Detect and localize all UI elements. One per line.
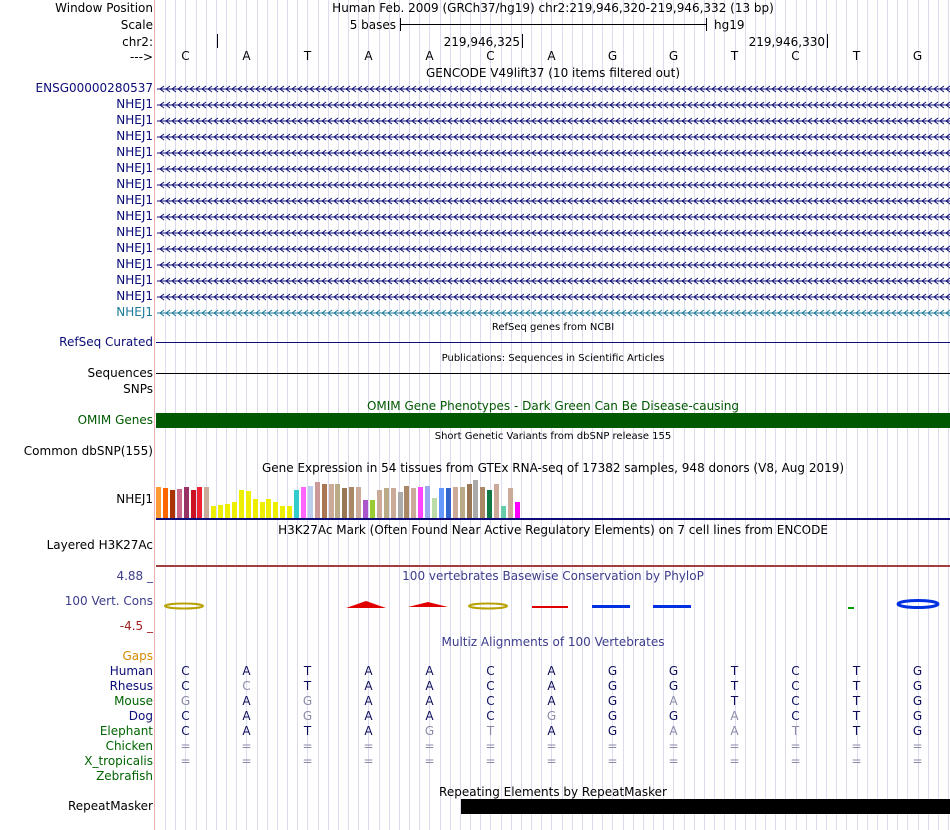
gtex-title: Gene Expression in 54 tissues from GTEx RNA-seq of 17382 samples, 948 donors (V8, Aug 2019) <box>261 461 845 475</box>
species-label-chicken[interactable]: Chicken <box>105 739 153 753</box>
gtex-tissue-bar[interactable] <box>439 488 444 518</box>
gencode-transcript[interactable] <box>157 99 950 109</box>
logo-letter-a-1 <box>346 601 386 608</box>
alignment-base: C <box>791 709 800 723</box>
alignment-base: G <box>912 724 923 738</box>
alignment-base: A <box>425 664 434 678</box>
alignment-base: T <box>303 664 312 678</box>
position-tick <box>217 34 218 48</box>
conservation-ymin: -4.5 _ <box>119 619 153 633</box>
gencode-transcript[interactable] <box>157 307 950 317</box>
gencode-item-label[interactable]: NHEJ1 <box>116 145 153 159</box>
logo-letter-t <box>848 607 854 609</box>
alignment-base: A <box>547 724 556 738</box>
species-label-x_tropicalis[interactable]: X_tropicalis <box>84 754 153 768</box>
gtex-label[interactable]: NHEJ1 <box>116 492 153 506</box>
gtex-tissue-bar[interactable] <box>446 488 451 518</box>
base-11: C <box>791 49 800 63</box>
gencode-title: GENCODE V49lift37 (10 items filtered out) <box>425 66 680 80</box>
alignment-base: = <box>363 739 374 753</box>
alignment-base: C <box>486 679 495 693</box>
alignment-base: G <box>607 709 618 723</box>
omim-label[interactable]: OMIM Genes <box>77 413 153 427</box>
alignment-base: A <box>730 724 739 738</box>
gtex-tissue-bar[interactable] <box>411 488 416 518</box>
conservation-logo[interactable] <box>156 592 950 616</box>
publications-line[interactable] <box>156 373 950 374</box>
gtex-tissue-bar[interactable] <box>335 484 340 518</box>
gtex-tissue-bar[interactable] <box>239 490 244 518</box>
gencode-item-label[interactable]: NHEJ1 <box>116 273 153 287</box>
h3k27ac-baseline <box>156 565 950 567</box>
gencode-transcript[interactable] <box>157 195 950 205</box>
gencode-transcript[interactable] <box>157 163 950 173</box>
assembly-label: hg19 <box>714 18 745 32</box>
alignment-base: T <box>730 679 739 693</box>
gtex-tissue-bar[interactable] <box>370 500 375 518</box>
alignment-base: G <box>607 724 618 738</box>
alignment-base: = <box>546 754 557 768</box>
alignment-base: T <box>852 694 861 708</box>
gtex-tissue-bar[interactable] <box>494 484 499 518</box>
gtex-tissue-bar[interactable] <box>404 486 409 518</box>
window-position-label[interactable]: Window Position <box>55 1 153 15</box>
alignment-base: = <box>241 754 252 768</box>
alignment-base: = <box>485 739 496 753</box>
scale-bar <box>400 24 706 25</box>
alignment-base: T <box>486 724 495 738</box>
gencode-transcript[interactable] <box>157 211 950 221</box>
species-label-mouse[interactable]: Mouse <box>114 694 153 708</box>
gtex-tissue-bar[interactable] <box>377 490 382 518</box>
alignment-base: = <box>607 739 618 753</box>
base-8: G <box>607 49 618 63</box>
scale-value: 5 bases <box>349 18 396 32</box>
refseq-line[interactable] <box>156 342 950 343</box>
alignment-base: G <box>546 709 557 723</box>
gtex-tissue-bar[interactable] <box>363 500 368 518</box>
alignment-base: A <box>242 694 251 708</box>
scale-bar-left-tick <box>400 18 401 31</box>
alignment-base: G <box>912 694 923 708</box>
base-1: C <box>181 49 190 63</box>
gtex-tissue-bar[interactable] <box>342 488 347 518</box>
alignment-base: = <box>180 739 191 753</box>
base-10: T <box>730 49 739 63</box>
logo-letter-g-2 <box>653 605 691 608</box>
alignment-base: G <box>607 694 618 708</box>
alignment-base: A <box>364 679 373 693</box>
alignment-base: C <box>181 664 190 678</box>
alignment-base: G <box>302 694 313 708</box>
alignment-base: A <box>730 709 739 723</box>
gtex-tissue-bar[interactable] <box>384 488 389 518</box>
omim-bar[interactable] <box>156 413 950 428</box>
base-7: A <box>547 49 556 63</box>
alignment-base: T <box>852 709 861 723</box>
alignment-base: = <box>668 739 679 753</box>
logo-letter-g-3 <box>898 601 938 608</box>
gtex-tissue-bar[interactable] <box>163 488 168 518</box>
alignment-base: T <box>791 724 800 738</box>
gtex-tissue-bar[interactable] <box>294 490 299 518</box>
gencode-transcript[interactable] <box>157 131 950 141</box>
species-label-dog[interactable]: Dog <box>128 709 153 723</box>
strand-label[interactable]: ---> <box>129 50 153 64</box>
alignment-base: G <box>302 709 313 723</box>
alignment-base: A <box>425 709 434 723</box>
base-2: A <box>242 49 251 63</box>
gtex-tissue-bar[interactable] <box>501 506 506 518</box>
repeatmasker-label[interactable]: RepeatMasker <box>67 799 153 813</box>
gencode-item-label[interactable]: NHEJ1 <box>116 241 153 255</box>
alignment-base: = <box>302 739 313 753</box>
gtex-tissue-bar[interactable] <box>432 498 437 518</box>
gencode-item-label[interactable]: NHEJ1 <box>116 113 153 127</box>
gtex-tissue-bar[interactable] <box>315 482 320 518</box>
alignment-base: C <box>486 709 495 723</box>
alignment-base: = <box>424 739 435 753</box>
alignment-base: = <box>485 754 496 768</box>
alignment-base: C <box>181 724 190 738</box>
gtex-tissue-bar[interactable] <box>418 487 423 518</box>
alignment-base: A <box>364 694 373 708</box>
h3k27ac-title: H3K27Ac Mark (Often Found Near Active Regulatory Elements) on 7 cell lines from ENCODE <box>278 523 828 537</box>
gencode-item-label[interactable]: NHEJ1 <box>116 209 153 223</box>
alignment-base: = <box>729 739 740 753</box>
gtex-tissue-bar[interactable] <box>170 490 175 518</box>
gtex-tissue-bar[interactable] <box>225 504 230 518</box>
gencode-transcript[interactable] <box>157 179 950 189</box>
alignment-base: = <box>912 739 923 753</box>
conservation-label[interactable]: 100 Vert. Cons <box>64 594 153 608</box>
gtex-tissue-bar[interactable] <box>211 506 216 518</box>
alignment-base: = <box>668 754 679 768</box>
scale-bar-right-tick <box>706 18 707 31</box>
alignment-base: A <box>364 709 373 723</box>
alignment-base: = <box>180 754 191 768</box>
alignment-base: = <box>363 754 374 768</box>
position-label-1: 219,946,325 <box>443 35 520 49</box>
gtex-tissue-bar[interactable] <box>515 502 520 518</box>
alignment-base: A <box>425 679 434 693</box>
alignment-base: A <box>669 694 678 708</box>
sequences-label[interactable]: Sequences <box>87 366 153 380</box>
logo-letter-c-2 <box>469 604 507 609</box>
gencode-item-label[interactable]: NHEJ1 <box>116 193 153 207</box>
label-separator <box>154 0 155 830</box>
refseq-title: RefSeq genes from NCBI <box>491 322 615 333</box>
alignment-base: T <box>303 679 312 693</box>
gtex-tissue-bar[interactable] <box>204 487 209 518</box>
gtex-tissue-bar[interactable] <box>301 487 306 518</box>
dbsnp-title: Short Genetic Variants from dbSNP release 155 <box>434 431 672 442</box>
gtex-tissue-bar[interactable] <box>391 488 396 518</box>
alignment-base: = <box>607 754 618 768</box>
gtex-tissue-bar[interactable] <box>508 488 513 518</box>
gencode-item-label[interactable]: NHEJ1 <box>116 161 153 175</box>
gtex-baseline <box>156 518 950 520</box>
alignment-base: = <box>546 739 557 753</box>
gtex-tissue-bar[interactable] <box>177 489 182 518</box>
gtex-tissue-bar[interactable] <box>480 487 485 518</box>
logo-letter-c <box>165 604 203 609</box>
alignment-base: G <box>668 679 679 693</box>
base-4: A <box>364 49 373 63</box>
publications-title: Publications: Sequences in Scientific Articles <box>441 353 665 364</box>
gtex-tissue-bar[interactable] <box>460 487 465 518</box>
conservation-ymax: 4.88 _ <box>116 569 153 583</box>
alignment-base: A <box>242 664 251 678</box>
alignment-base: C <box>791 664 800 678</box>
gtex-tissue-bar[interactable] <box>197 487 202 518</box>
gtex-tissue-bar[interactable] <box>253 499 258 518</box>
gtex-tissue-bar[interactable] <box>280 506 285 518</box>
gencode-transcript[interactable] <box>157 115 950 125</box>
gtex-tissue-bar[interactable] <box>329 484 334 518</box>
alignment-base: C <box>242 679 251 693</box>
gencode-item-label[interactable]: NHEJ1 <box>116 177 153 191</box>
base-13: G <box>912 49 923 63</box>
gencode-item-label[interactable]: NHEJ1 <box>116 129 153 143</box>
alignment-base: G <box>668 664 679 678</box>
position-tick-2 <box>827 34 828 48</box>
alignment-base: A <box>669 724 678 738</box>
gtex-tissue-bar[interactable] <box>398 492 403 518</box>
gencode-item-label[interactable]: NHEJ1 <box>116 305 153 319</box>
alignment-base: T <box>303 724 312 738</box>
gtex-tissue-bar[interactable] <box>356 487 361 518</box>
alignment-base: A <box>364 664 373 678</box>
gtex-tissue-bar[interactable] <box>349 487 354 518</box>
species-label-elephant[interactable]: Elephant <box>99 724 153 738</box>
gtex-tissue-bar[interactable] <box>273 502 278 518</box>
position-label-2: 219,946,330 <box>748 35 825 49</box>
gtex-tissue-bar[interactable] <box>266 499 271 518</box>
conservation-title: 100 vertebrates Basewise Conservation by PhyloP <box>402 569 704 583</box>
alignment-base: G <box>912 709 923 723</box>
gencode-transcript[interactable] <box>157 243 950 253</box>
gtex-tissue-bar[interactable] <box>453 487 458 518</box>
alignment-base: T <box>730 694 739 708</box>
alignment-base: A <box>242 724 251 738</box>
alignment-base: = <box>790 739 801 753</box>
alignment-base: C <box>791 694 800 708</box>
alignment-base: = <box>729 754 740 768</box>
chrom-label[interactable]: chr2: <box>122 35 153 49</box>
alignment-base: C <box>181 709 190 723</box>
alignment-base: = <box>241 739 252 753</box>
gtex-tissue-bar[interactable] <box>467 484 472 518</box>
logo-letter-g-1 <box>592 605 630 608</box>
refseq-label[interactable]: RefSeq Curated <box>59 335 153 349</box>
gtex-tissue-bar[interactable] <box>260 502 265 518</box>
gtex-tissue-bar[interactable] <box>425 486 430 518</box>
alignment-base: C <box>181 679 190 693</box>
base-9: G <box>668 49 679 63</box>
alignment-base: C <box>486 694 495 708</box>
multiz-title: Multiz Alignments of 100 Vertebrates <box>441 635 665 649</box>
alignment-base: = <box>851 739 862 753</box>
logo-letter-a-2 <box>408 602 448 607</box>
gtex-tissue-bar[interactable] <box>287 506 292 518</box>
logo-letter-a-3 <box>532 606 568 608</box>
alignment-base: T <box>730 664 739 678</box>
gencode-transcript[interactable] <box>157 259 950 269</box>
gencode-item-label[interactable]: NHEJ1 <box>116 289 153 303</box>
omim-title: OMIM Gene Phenotypes - Dark Green Can Be Disease-causing <box>366 399 740 413</box>
gtex-tissue-bar[interactable] <box>218 505 223 518</box>
gencode-transcript[interactable] <box>157 275 950 285</box>
alignment-base: = <box>302 754 313 768</box>
ruler-title: Human Feb. 2009 (GRCh37/hg19) chr2:219,946,320-219,946,332 (13 bp) <box>332 1 774 15</box>
base-3: T <box>303 49 312 63</box>
position-tick-1 <box>522 34 523 48</box>
alignment-base: A <box>547 679 556 693</box>
gtex-tissue-bar[interactable] <box>191 490 196 518</box>
gtex-tissue-bar[interactable] <box>308 486 313 518</box>
gtex-tissue-bar[interactable] <box>487 490 492 518</box>
species-label-rhesus[interactable]: Rhesus <box>109 679 153 693</box>
gaps-label[interactable]: Gaps <box>122 649 153 663</box>
alignment-base: G <box>912 679 923 693</box>
repeatmasker-bar[interactable] <box>461 799 950 814</box>
alignment-base: C <box>791 679 800 693</box>
alignment-base: C <box>486 664 495 678</box>
gtex-tissue-bar[interactable] <box>246 491 251 518</box>
gtex-bars[interactable] <box>156 476 556 518</box>
gtex-tissue-bar[interactable] <box>522 502 527 518</box>
alignment-base: A <box>425 694 434 708</box>
snps-label[interactable]: SNPs <box>123 382 153 396</box>
gtex-tissue-bar[interactable] <box>232 502 237 518</box>
alignment-base: A <box>242 709 251 723</box>
alignment-base: G <box>668 709 679 723</box>
alignment-base: A <box>547 694 556 708</box>
alignment-base: = <box>790 754 801 768</box>
repeatmasker-title: Repeating Elements by RepeatMasker <box>439 785 667 799</box>
alignment-base: = <box>851 754 862 768</box>
species-label-zebrafish[interactable]: Zebrafish <box>96 769 153 783</box>
alignment-base: = <box>424 754 435 768</box>
gencode-transcript[interactable] <box>157 83 950 93</box>
h3k27ac-label[interactable]: Layered H3K27Ac <box>46 538 153 552</box>
alignment-base: A <box>364 724 373 738</box>
gencode-transcript[interactable] <box>157 147 950 157</box>
gencode-item-label[interactable]: NHEJ1 <box>116 97 153 111</box>
gtex-tissue-bar[interactable] <box>156 487 161 518</box>
alignment-base: G <box>912 664 923 678</box>
gencode-item-label[interactable]: NHEJ1 <box>116 257 153 271</box>
alignment-base: T <box>852 679 861 693</box>
gencode-item-label[interactable]: NHEJ1 <box>116 225 153 239</box>
base-5: A <box>425 49 434 63</box>
gtex-tissue-bar[interactable] <box>473 480 478 518</box>
dbsnp-label[interactable]: Common dbSNP(155) <box>23 444 153 458</box>
alignment-base: T <box>852 724 861 738</box>
alignment-base: G <box>180 694 191 708</box>
gencode-transcript[interactable] <box>157 291 950 301</box>
alignment-base: G <box>424 724 435 738</box>
base-6: C <box>486 49 495 63</box>
gtex-tissue-bar[interactable] <box>184 487 189 518</box>
base-12: T <box>852 49 861 63</box>
gencode-transcript[interactable] <box>157 227 950 237</box>
species-label-human[interactable]: Human <box>109 664 153 678</box>
alignment-base: T <box>852 664 861 678</box>
alignment-base: = <box>912 754 923 768</box>
alignment-base: G <box>607 664 618 678</box>
alignment-base: A <box>547 664 556 678</box>
gtex-tissue-bar[interactable] <box>322 484 327 518</box>
scale-label[interactable]: Scale <box>120 18 153 32</box>
gencode-item-label[interactable]: ENSG00000280537 <box>35 81 153 95</box>
alignment-base: G <box>607 679 618 693</box>
